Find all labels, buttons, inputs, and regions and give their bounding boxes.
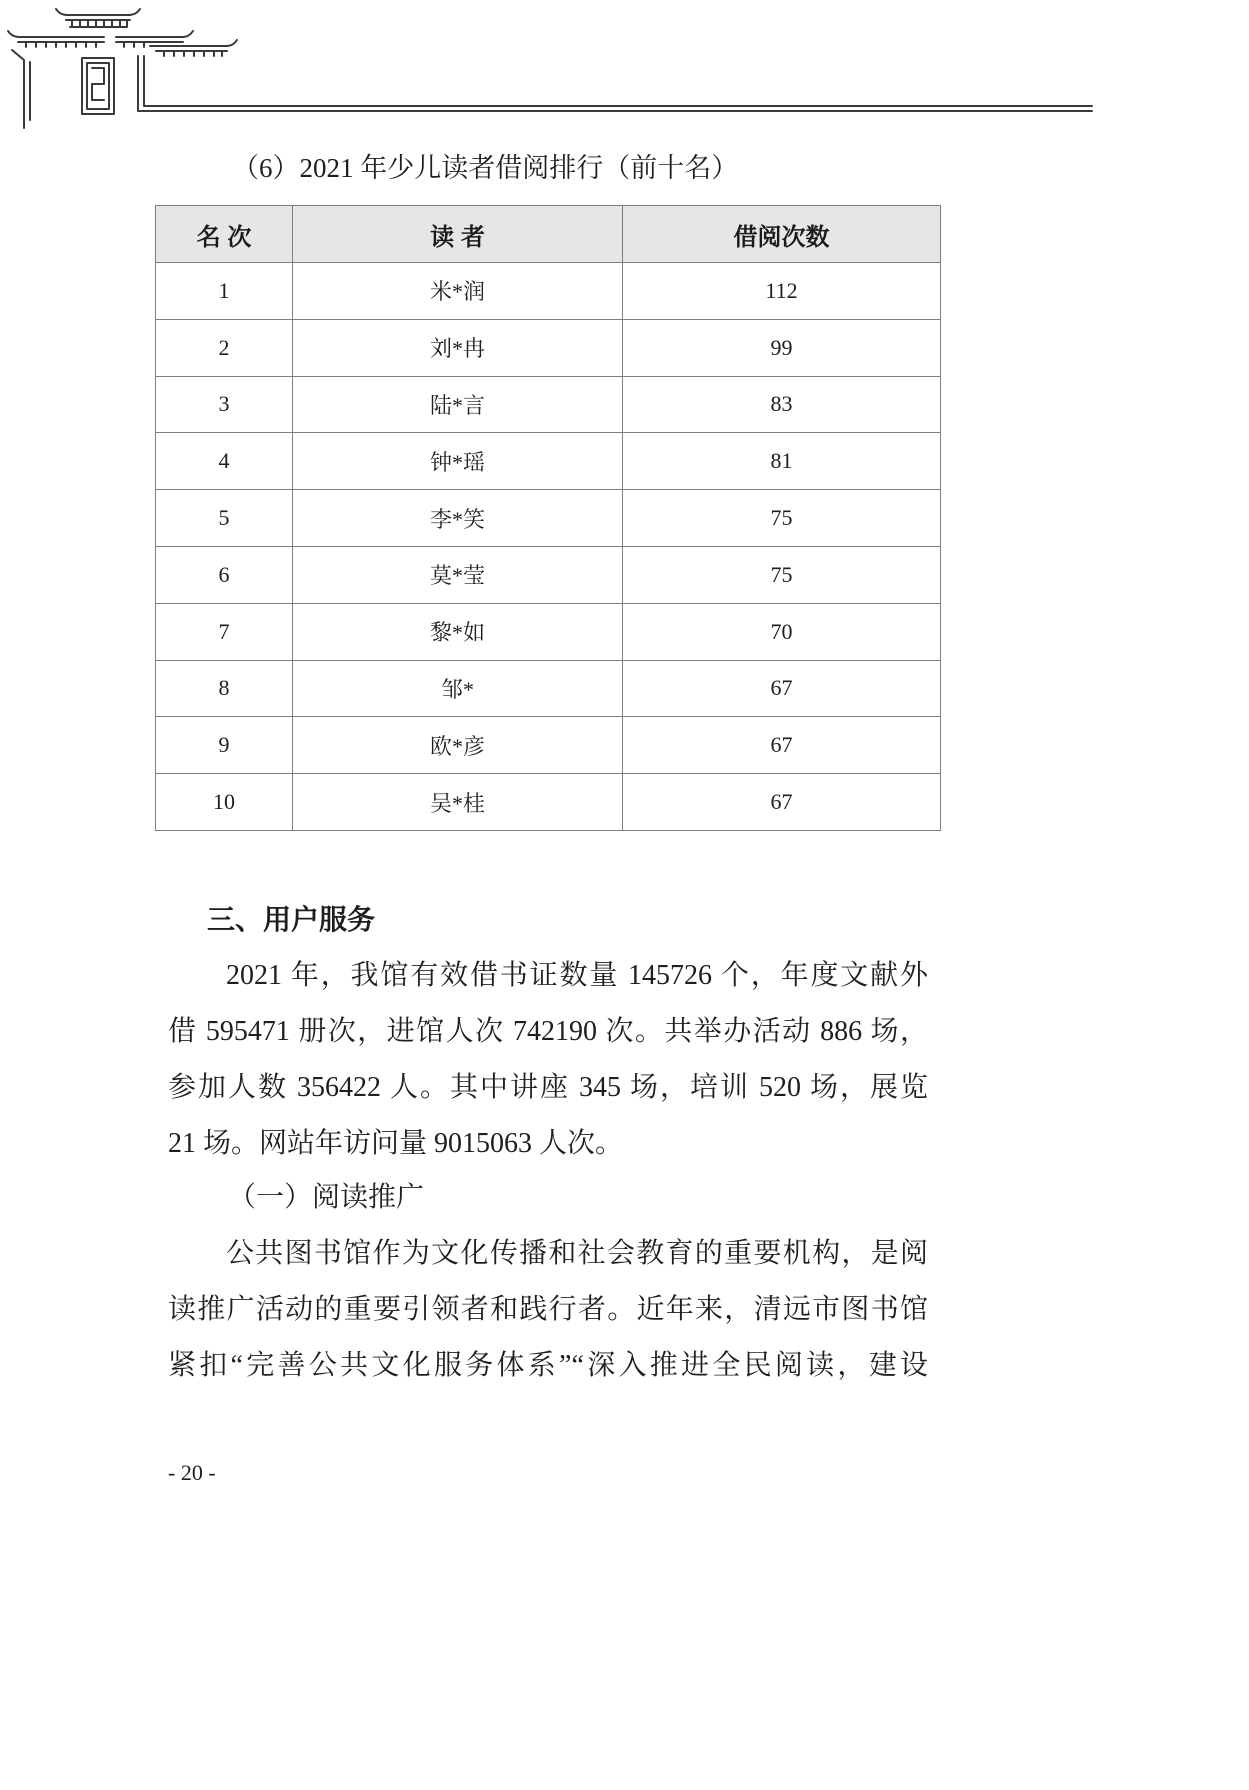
table-row	[156, 603, 941, 660]
roof-ornament	[0, 0, 1249, 132]
rank-cell: 1	[156, 263, 293, 320]
table-row	[156, 376, 941, 433]
paragraph-line: 借 595471 册次，进馆人次 742190 次。共举办活动 886 场，	[168, 1016, 928, 1047]
roof-ridge-top	[56, 9, 140, 27]
paragraph-line: 21 场。网站年访问量 9015063 人次。	[168, 1128, 624, 1159]
roof-eave-left	[8, 31, 104, 47]
table-row	[156, 490, 941, 547]
header-count: 借阅次数	[623, 206, 941, 263]
table-row	[156, 546, 941, 603]
count-cell: 99	[623, 319, 941, 376]
rank-cell: 4	[156, 433, 293, 490]
count-cell: 67	[623, 774, 941, 831]
rank-cell: 5	[156, 490, 293, 547]
reader-cell: 钟*瑶	[293, 433, 623, 490]
reader-cell: 吴*桂	[293, 774, 623, 831]
reader-cell: 米*润	[293, 263, 623, 320]
rank-cell: 10	[156, 774, 293, 831]
count-cell: 112	[623, 263, 941, 320]
reader-cell: 欧*彦	[293, 717, 623, 774]
table-row	[156, 774, 941, 831]
paragraph-line: 公共图书馆作为文化传播和社会教育的重要机构，是阅	[226, 1238, 928, 1269]
rank-cell: 8	[156, 660, 293, 717]
wall-post-left	[12, 50, 30, 128]
reader-cell: 陆*言	[293, 376, 623, 433]
table-row	[156, 319, 941, 376]
table-header-row	[156, 206, 941, 263]
lattice-window	[82, 58, 114, 114]
paragraph-line: 紧扣“完善公共文化服务体系”“深入推进全民阅读，建设	[168, 1350, 928, 1381]
count-cell: 83	[623, 376, 941, 433]
header-reader: 读 者	[293, 206, 623, 263]
table-row	[156, 717, 941, 774]
paragraph-line: 参加人数 356422 人。其中讲座 345 场，培训 520 场，展览	[168, 1072, 928, 1103]
rank-cell: 6	[156, 546, 293, 603]
reader-cell: 刘*冉	[293, 319, 623, 376]
subsection-heading: （一）阅读推广	[228, 1182, 425, 1213]
paragraph	[168, 948, 928, 1172]
reader-cell: 黎*如	[293, 603, 623, 660]
count-cell: 75	[623, 490, 941, 547]
count-cell: 75	[623, 546, 941, 603]
reader-cell: 邹*	[293, 660, 623, 717]
paragraph-line: 2021 年，我馆有效借书证数量 145726 个，年度文献外	[226, 960, 928, 991]
table-row	[156, 660, 941, 717]
paragraph-line: 读推广活动的重要引领者和践行者。近年来，清远市图书馆	[168, 1294, 928, 1325]
count-cell: 81	[623, 433, 941, 490]
reader-cell: 莫*莹	[293, 546, 623, 603]
table-row	[156, 433, 941, 490]
header-rule	[138, 56, 1092, 111]
paragraph	[168, 1226, 928, 1394]
rank-cell: 2	[156, 319, 293, 376]
rank-cell: 9	[156, 717, 293, 774]
reader-cell: 李*笑	[293, 490, 623, 547]
count-cell: 67	[623, 717, 941, 774]
rank-cell: 3	[156, 376, 293, 433]
reader-ranking-table	[155, 205, 941, 831]
table-title: （6）2021 年少儿读者借阅排行（前十名）	[232, 153, 739, 183]
section-heading: 三、用户服务	[207, 904, 376, 935]
page-number: - 20 -	[168, 1460, 216, 1485]
count-cell: 67	[623, 660, 941, 717]
count-cell: 70	[623, 603, 941, 660]
table-row	[156, 263, 941, 320]
roof-eave-middle	[116, 31, 193, 47]
header-rank: 名 次	[156, 206, 293, 263]
rank-cell: 7	[156, 603, 293, 660]
